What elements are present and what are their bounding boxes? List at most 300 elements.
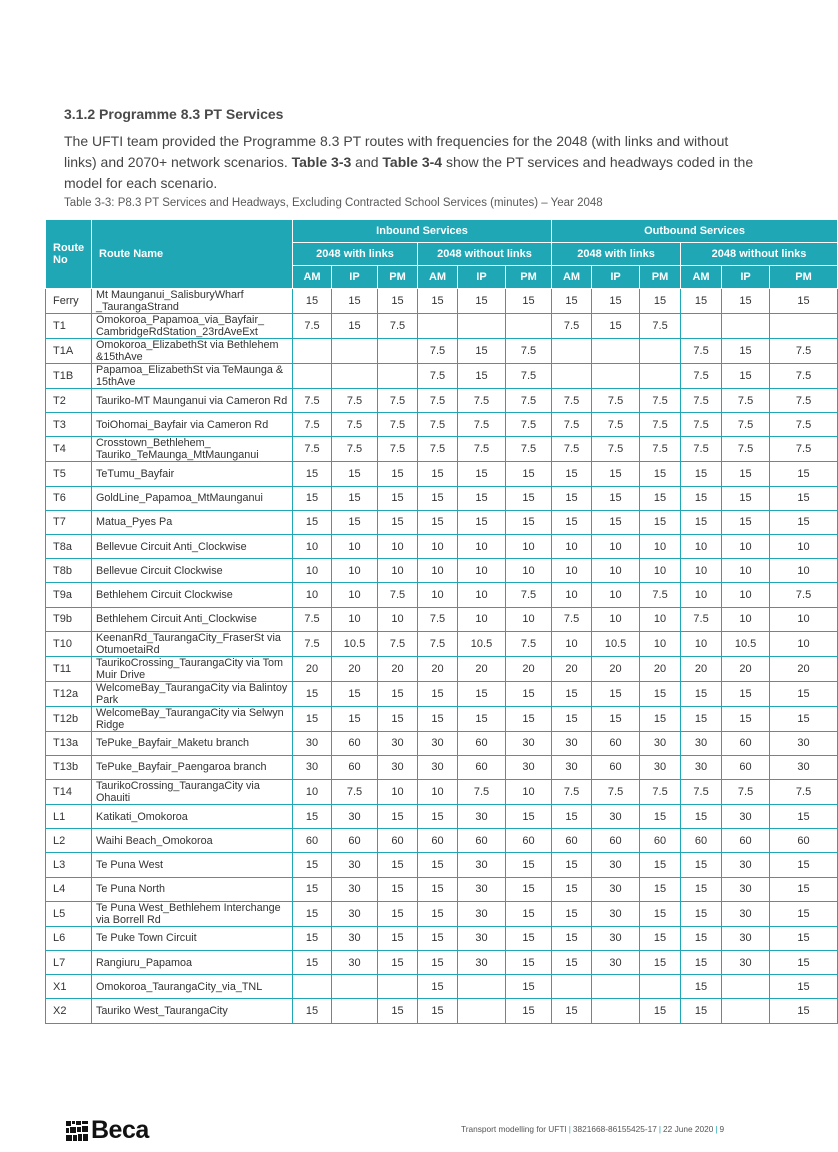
route-no-cell: T4 [46,437,92,462]
headway-cell: 7.5 [640,780,681,805]
headway-cell: 15 [378,486,418,510]
route-no-cell: T1B [46,364,92,389]
headway-cell: 15 [418,951,458,975]
headway-cell: 60 [592,731,640,755]
headway-cell [592,364,640,389]
headway-cell [506,314,552,339]
headway-cell: 15 [592,462,640,486]
headway-cell: 7.5 [458,413,506,437]
headway-cell: 15 [722,486,770,510]
route-name-cell: TaurikoCrossing_TaurangaCity via Ohauiti [92,780,293,805]
headway-cell: 7.5 [681,780,722,805]
headway-cell: 15 [332,706,378,731]
route-no-cell: T8a [46,534,92,558]
headway-cell: 7.5 [418,631,458,656]
route-name-cell: WelcomeBay_TaurangaCity via Selwyn Ridge [92,706,293,731]
period-header-11: PM [770,266,838,289]
headway-cell: 7.5 [418,339,458,364]
headway-cell: 15 [770,289,838,314]
route-name-cell: GoldLine_Papamoa_MtMaunganui [92,486,293,510]
headway-cell: 60 [458,731,506,755]
headway-cell [378,339,418,364]
headway-cell: 15 [506,486,552,510]
headway-cell [293,364,332,389]
headway-cell: 10 [293,583,332,607]
route-no-cell: L6 [46,926,92,950]
route-no-cell: T9a [46,583,92,607]
outbound-services-header: Outbound Services [552,220,838,243]
footer-doc-title: Transport modelling for UFTI [461,1124,567,1134]
headway-cell: 7.5 [552,780,592,805]
headway-cell: 30 [722,951,770,975]
route-no-cell: T3 [46,413,92,437]
outbound-with-links-header: 2048 with links [552,243,681,266]
headway-cell: 10 [458,583,506,607]
headway-cell: 15 [506,853,552,877]
period-header-1: IP [332,266,378,289]
period-header-7: IP [592,266,640,289]
headway-cell: 15 [770,877,838,901]
headway-cell: 7.5 [293,413,332,437]
table-row [46,681,838,706]
headway-cell: 15 [640,805,681,829]
headway-cell [293,339,332,364]
headway-cell: 15 [640,951,681,975]
headway-cell: 15 [506,999,552,1023]
pt-services-table [45,219,838,1024]
headway-cell: 20 [722,656,770,681]
headway-cell: 10.5 [332,631,378,656]
route-name-cell: Matua_Pyes Pa [92,510,293,534]
headway-cell: 30 [293,731,332,755]
route-no-cell: L5 [46,901,92,926]
headway-cell: 15 [552,706,592,731]
table-row [46,780,838,805]
headway-cell: 15 [592,510,640,534]
headway-cell: 15 [770,510,838,534]
headway-cell: 60 [592,755,640,779]
headway-cell: 15 [418,486,458,510]
route-name-cell: TePuke_Bayfair_Paengaroa branch [92,755,293,779]
headway-cell: 15 [506,975,552,999]
headway-cell: 30 [770,731,838,755]
headway-cell: 7.5 [640,413,681,437]
headway-cell: 7.5 [770,413,838,437]
headway-cell: 15 [418,975,458,999]
headway-cell: 30 [640,731,681,755]
route-name-cell: TeTumu_Bayfair [92,462,293,486]
table-row [46,805,838,829]
route-no-cell: L3 [46,853,92,877]
route-name-cell: TaurikoCrossing_TaurangaCity via Tom Muir Drive [92,656,293,681]
footer-separator: | [568,1124,571,1134]
headway-cell: 7.5 [681,437,722,462]
headway-cell: 15 [458,706,506,731]
headway-cell: 15 [293,805,332,829]
headway-cell: 30 [332,951,378,975]
headway-cell: 15 [293,462,332,486]
headway-cell: 30 [293,755,332,779]
headway-cell: 15 [418,877,458,901]
headway-cell: 15 [640,486,681,510]
headway-cell: 7.5 [722,437,770,462]
table-row [46,413,838,437]
headway-cell: 15 [293,926,332,950]
headway-cell: 15 [506,510,552,534]
table-row [46,951,838,975]
route-name-cell: KeenanRd_TaurangaCity_FraserSt via OtumoetaiRd [92,631,293,656]
headway-cell: 7.5 [722,389,770,413]
headway-cell: 15 [552,926,592,950]
headway-cell: 15 [293,706,332,731]
headway-cell: 10 [293,559,332,583]
headway-cell: 15 [681,486,722,510]
table-row [46,583,838,607]
headway-cell: 15 [770,681,838,706]
headway-cell: 10 [552,583,592,607]
route-name-cell: Waihi Beach_Omokoroa [92,829,293,853]
headway-cell: 7.5 [552,314,592,339]
route-name-cell: Omokoroa_Papamoa_via_Bayfair_ CambridgeRdStation_23rdAveExt [92,314,293,339]
headway-cell: 15 [293,901,332,926]
headway-cell: 7.5 [552,607,592,631]
headway-cell: 60 [418,829,458,853]
period-header-2: PM [378,266,418,289]
headway-cell: 15 [681,681,722,706]
headway-cell: 15 [770,853,838,877]
headway-cell: 20 [552,656,592,681]
period-header-9: AM [681,266,722,289]
headway-cell: 7.5 [592,389,640,413]
headway-cell: 30 [770,755,838,779]
headway-cell: 15 [592,289,640,314]
headway-cell: 15 [770,462,838,486]
headway-cell: 20 [770,656,838,681]
headway-cell: 15 [681,877,722,901]
table-row [46,755,838,779]
headway-cell: 15 [592,486,640,510]
headway-cell: 7.5 [458,389,506,413]
headway-cell: 15 [506,681,552,706]
headway-cell: 15 [418,681,458,706]
headway-cell: 20 [506,656,552,681]
headway-cell: 15 [722,510,770,534]
headway-cell: 7.5 [722,413,770,437]
headway-cell: 10 [506,607,552,631]
footer-separator: | [658,1124,662,1134]
headway-cell: 10 [506,559,552,583]
headway-cell: 60 [458,829,506,853]
beca-logo-text: Beca [91,1116,149,1144]
route-no-header: Route No [46,220,92,289]
headway-cell: 15 [722,462,770,486]
headway-cell: 10 [770,534,838,558]
period-header-10: IP [722,266,770,289]
route-no-cell: T11 [46,656,92,681]
headway-cell: 30 [722,805,770,829]
headway-cell: 60 [722,829,770,853]
headway-cell: 10 [722,534,770,558]
headway-cell: 15 [418,805,458,829]
headway-cell: 10 [640,607,681,631]
headway-cell: 15 [418,926,458,950]
headway-cell: 15 [506,289,552,314]
headway-cell: 15 [640,853,681,877]
route-name-cell: Te Puna West [92,853,293,877]
route-no-cell: T12a [46,681,92,706]
headway-cell [418,314,458,339]
route-name-cell: Mt Maunganui_SalisburyWharf _TaurangaStrand [92,289,293,314]
headway-cell: 30 [458,901,506,926]
headway-cell: 10 [681,534,722,558]
headway-cell: 7.5 [506,339,552,364]
headway-cell: 30 [552,755,592,779]
route-name-cell: Crosstown_Bethlehem_ Tauriko_TeMaunga_MtMaunganui [92,437,293,462]
headway-cell: 7.5 [293,314,332,339]
headway-cell: 7.5 [592,780,640,805]
headway-cell: 15 [770,901,838,926]
table-row [46,559,838,583]
headway-cell: 30 [458,877,506,901]
inbound-with-links-header: 2048 with links [293,243,418,266]
headway-cell: 7.5 [293,389,332,413]
headway-cell: 15 [640,999,681,1023]
headway-cell: 7.5 [293,631,332,656]
headway-cell: 15 [722,681,770,706]
headway-cell: 10 [418,534,458,558]
headway-cell [332,975,378,999]
route-no-cell: T7 [46,510,92,534]
route-name-cell: Bethlehem Circuit Anti_Clockwise [92,607,293,631]
intro-text-1: The UFTI team provided the Programme 8.3 PT routes with frequencies for the 2048 (with links and without links) and 2070+ network scenarios. [64,133,729,170]
headway-cell: 10 [770,631,838,656]
page-footer [461,1124,724,1134]
headway-cell: 15 [378,926,418,950]
headway-cell [640,339,681,364]
route-name-cell: Bethlehem Circuit Clockwise [92,583,293,607]
headway-cell: 10 [458,607,506,631]
headway-cell [592,999,640,1023]
headway-cell: 7.5 [378,314,418,339]
headway-cell: 15 [378,681,418,706]
route-no-cell: T2 [46,389,92,413]
headway-cell: 15 [681,510,722,534]
table-row [46,389,838,413]
headway-cell: 10 [722,583,770,607]
headway-cell: 15 [552,486,592,510]
headway-cell: 15 [722,289,770,314]
table-row [46,829,838,853]
headway-cell: 15 [552,462,592,486]
route-name-cell: Rangiuru_Papamoa [92,951,293,975]
route-no-cell: L7 [46,951,92,975]
headway-cell: 7.5 [293,607,332,631]
headway-cell: 15 [681,999,722,1023]
headway-cell: 15 [640,877,681,901]
headway-cell: 7.5 [592,437,640,462]
headway-cell: 15 [770,999,838,1023]
route-no-cell: T13b [46,755,92,779]
headway-cell: 15 [552,510,592,534]
headway-cell [722,999,770,1023]
headway-cell: 60 [378,829,418,853]
table-row [46,901,838,926]
headway-cell: 15 [293,999,332,1023]
headway-cell: 60 [506,829,552,853]
headway-cell [332,339,378,364]
headway-cell: 15 [458,510,506,534]
headway-cell: 10 [552,631,592,656]
headway-cell: 20 [332,656,378,681]
headway-cell: 7.5 [681,607,722,631]
headway-cell: 30 [592,853,640,877]
headway-cell: 10 [770,559,838,583]
headway-cell [552,364,592,389]
headway-cell: 10 [506,780,552,805]
route-name-cell: Bellevue Circuit Clockwise [92,559,293,583]
headway-cell: 15 [378,901,418,926]
headway-cell: 15 [552,999,592,1023]
headway-cell: 7.5 [681,339,722,364]
route-no-cell: L2 [46,829,92,853]
intro-paragraph [64,131,754,194]
headway-cell: 7.5 [506,583,552,607]
headway-cell: 7.5 [293,437,332,462]
headway-cell: 7.5 [770,437,838,462]
headway-cell: 30 [332,805,378,829]
route-no-cell: T1A [46,339,92,364]
headway-cell: 15 [592,681,640,706]
headway-cell: 7.5 [378,413,418,437]
headway-cell: 15 [681,975,722,999]
headway-cell: 30 [506,755,552,779]
headway-cell [552,339,592,364]
headway-cell: 15 [640,706,681,731]
headway-cell: 15 [552,805,592,829]
headway-cell: 15 [378,706,418,731]
headway-cell [552,975,592,999]
route-name-cell: Omokoroa_TaurangaCity_via_TNL [92,975,293,999]
headway-cell: 7.5 [506,631,552,656]
headway-cell: 20 [378,656,418,681]
headway-cell: 30 [592,877,640,901]
headway-cell: 60 [458,755,506,779]
headway-cell: 15 [506,462,552,486]
headway-cell: 15 [552,901,592,926]
table-reference-2: Table 3-4 [382,154,443,170]
headway-cell: 60 [770,829,838,853]
route-name-cell: Bellevue Circuit Anti_Clockwise [92,534,293,558]
route-name-cell: TePuke_Bayfair_Maketu branch [92,731,293,755]
headway-cell: 30 [640,755,681,779]
headway-cell: 60 [722,755,770,779]
headway-cell: 10 [378,780,418,805]
headway-cell: 10 [681,583,722,607]
headway-cell: 30 [418,731,458,755]
headway-cell: 30 [681,731,722,755]
route-name-cell: Papamoa_ElizabethSt via TeMaunga & 15thAve [92,364,293,389]
headway-cell: 10 [681,559,722,583]
headway-cell: 7.5 [640,583,681,607]
headway-cell: 20 [418,656,458,681]
headway-cell: 7.5 [418,607,458,631]
headway-cell: 10.5 [722,631,770,656]
headway-cell: 15 [681,805,722,829]
headway-cell: 7.5 [332,389,378,413]
headway-cell [458,999,506,1023]
headway-cell: 15 [640,289,681,314]
headway-cell: 7.5 [418,389,458,413]
table-row [46,364,838,389]
footer-doc-number: 3821668-86155425-17 [572,1124,657,1134]
headway-cell: 10 [332,559,378,583]
headway-cell: 7.5 [506,437,552,462]
beca-logo-icon [66,1119,88,1141]
headway-cell: 7.5 [458,780,506,805]
headway-cell: 15 [681,926,722,950]
table-row [46,462,838,486]
headway-cell: 30 [332,853,378,877]
period-header-5: PM [506,266,552,289]
beca-logo [66,1118,149,1142]
headway-cell: 7.5 [418,413,458,437]
footer-page-number: 9 [719,1124,725,1134]
headway-cell: 30 [458,926,506,950]
headway-cell [592,975,640,999]
intro-text-3: show the PT services and headways coded in the model for each scenario. [64,154,754,191]
headway-cell: 7.5 [592,413,640,437]
headway-cell: 30 [458,805,506,829]
headway-cell: 10 [458,559,506,583]
headway-cell: 7.5 [640,314,681,339]
route-no-cell: L1 [46,805,92,829]
table-header [46,220,838,289]
route-no-cell: X1 [46,975,92,999]
period-header-3: AM [418,266,458,289]
table-row [46,510,838,534]
headway-cell: 7.5 [458,437,506,462]
headway-cell: 10 [722,607,770,631]
headway-cell: 15 [378,805,418,829]
headway-cell: 15 [722,706,770,731]
headway-cell: 10 [552,559,592,583]
headway-cell: 15 [770,805,838,829]
headway-cell: 15 [770,926,838,950]
headway-cell: 15 [722,364,770,389]
headway-cell: 7.5 [770,389,838,413]
headway-cell: 10 [722,559,770,583]
headway-cell: 7.5 [418,437,458,462]
table-body [46,289,838,1024]
headway-cell: 20 [640,656,681,681]
headway-cell: 15 [293,853,332,877]
headway-cell: 10 [770,607,838,631]
headway-cell: 7.5 [681,389,722,413]
headway-cell: 7.5 [640,389,681,413]
headway-cell: 15 [552,951,592,975]
headway-cell: 10 [640,559,681,583]
headway-cell: 7.5 [506,364,552,389]
route-name-cell: Tauriko West_TaurangaCity [92,999,293,1023]
headway-cell: 15 [293,951,332,975]
headway-cell: 7.5 [770,780,838,805]
headway-cell: 7.5 [378,583,418,607]
table-row [46,975,838,999]
headway-cell: 7.5 [378,437,418,462]
route-no-cell: T9b [46,607,92,631]
headway-cell: 7.5 [378,631,418,656]
headway-cell: 15 [681,951,722,975]
